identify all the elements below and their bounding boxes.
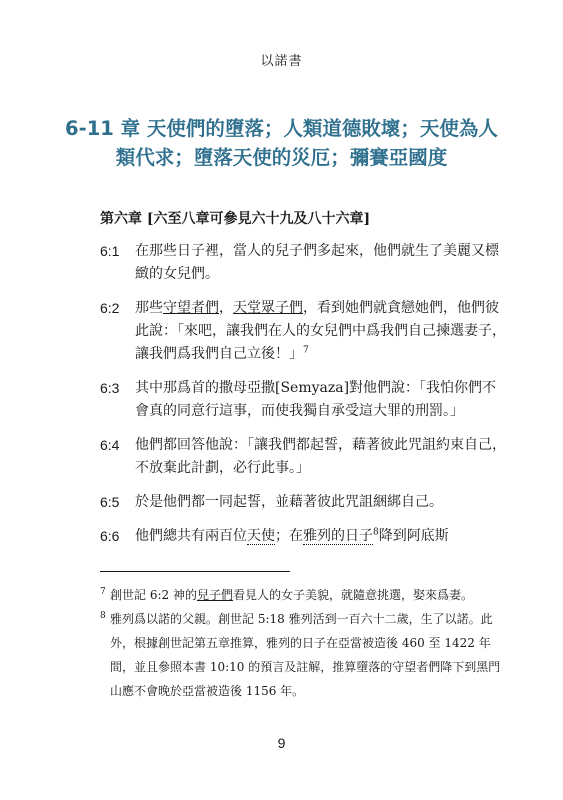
footnote-text: 雅列爲以諾的父親。創世記 5:18 雅列活到一百六十二歲，生了以諾。此外，根據創世記第五章推算，雅列的日子在亞當被造後 460 至 1422 年間，並且參照本書 10:10 的預言及註解，推算墮落的守望者們降下到黑門山應不會晚於亞當被造後 1156 年。 — [110, 612, 501, 698]
verse — [100, 240, 510, 286]
verse-text: 那些守望者們，天堂眾子們，看到她們就貪戀她們，他們彼此說：「來吧，讓我們在人的女兒們中爲我們自己揀選妻子，讓我們爲我們自己立後！」$^7$ — [135, 300, 506, 362]
section-heading: 第六章 [六至八章可參見六十九及八十六章] — [100, 211, 371, 227]
footnote — [100, 607, 512, 703]
footnote-number: 7 — [100, 587, 106, 597]
verse — [100, 377, 510, 423]
verse-number: 6:4 — [100, 437, 120, 453]
verse-number: 6:2 — [100, 300, 120, 316]
footnote-ref[interactable]: 7 — [303, 345, 309, 356]
verse — [100, 297, 510, 366]
verse-text: 他們都回答他說：「讓我們都起誓，藉著彼此咒詛約束自己，不放棄此計劃，必行此事。」 — [135, 437, 506, 476]
verse-number: 6:5 — [100, 494, 120, 510]
running-head: 以諾書 — [260, 54, 303, 69]
chapter-title: 6-11 章 天使們的墮落；人類道德敗壞；天使為人類代求；墮落天使的災厄；彌賽亞國度 — [65, 117, 498, 169]
verse — [100, 434, 510, 480]
verse-text: 在那些日子裡，當人的兒子們多起來，他們就生了美麗又標緻的女兒們。 — [135, 243, 499, 282]
verse-text: 於是他們都一同起誓，並藉著彼此咒詛綑綁自己。 — [135, 494, 443, 510]
footnote-text: 創世記 6:2 神的兒子們看見人的女子美貌，就隨意挑選，娶來爲妻。 — [110, 588, 473, 602]
underlined-term: 天使 — [247, 528, 275, 544]
verse-list — [100, 240, 510, 559]
underlined-term: 雅列的日子 — [303, 528, 373, 544]
underlined-term: 兒子們 — [196, 588, 233, 602]
verse — [100, 491, 510, 514]
verse-text: 他們總共有兩百位天使；在雅列的日子$^8$降到阿底斯 — [135, 527, 449, 544]
verse-number: 6:3 — [100, 380, 120, 396]
verse-number: 6:6 — [100, 528, 120, 544]
verse-text: 其中那爲首的撒母亞撒[Semyaza]對他們說：「我怕你們不會真的同意行這事，而使我獨自承受這大罪的刑罰。」 — [135, 380, 497, 419]
page-number: 9 — [277, 735, 286, 751]
verse-number: 6:1 — [100, 243, 120, 259]
footnote-list — [100, 583, 512, 703]
verse — [100, 525, 510, 548]
underlined-term: 守望者們 — [163, 300, 219, 316]
footnote-rule — [100, 571, 290, 572]
footnote-ref[interactable]: 8 — [373, 527, 379, 538]
footnote-number: 8 — [100, 611, 106, 621]
underlined-term: 天堂眾子們 — [233, 300, 303, 316]
footnote — [100, 583, 512, 607]
